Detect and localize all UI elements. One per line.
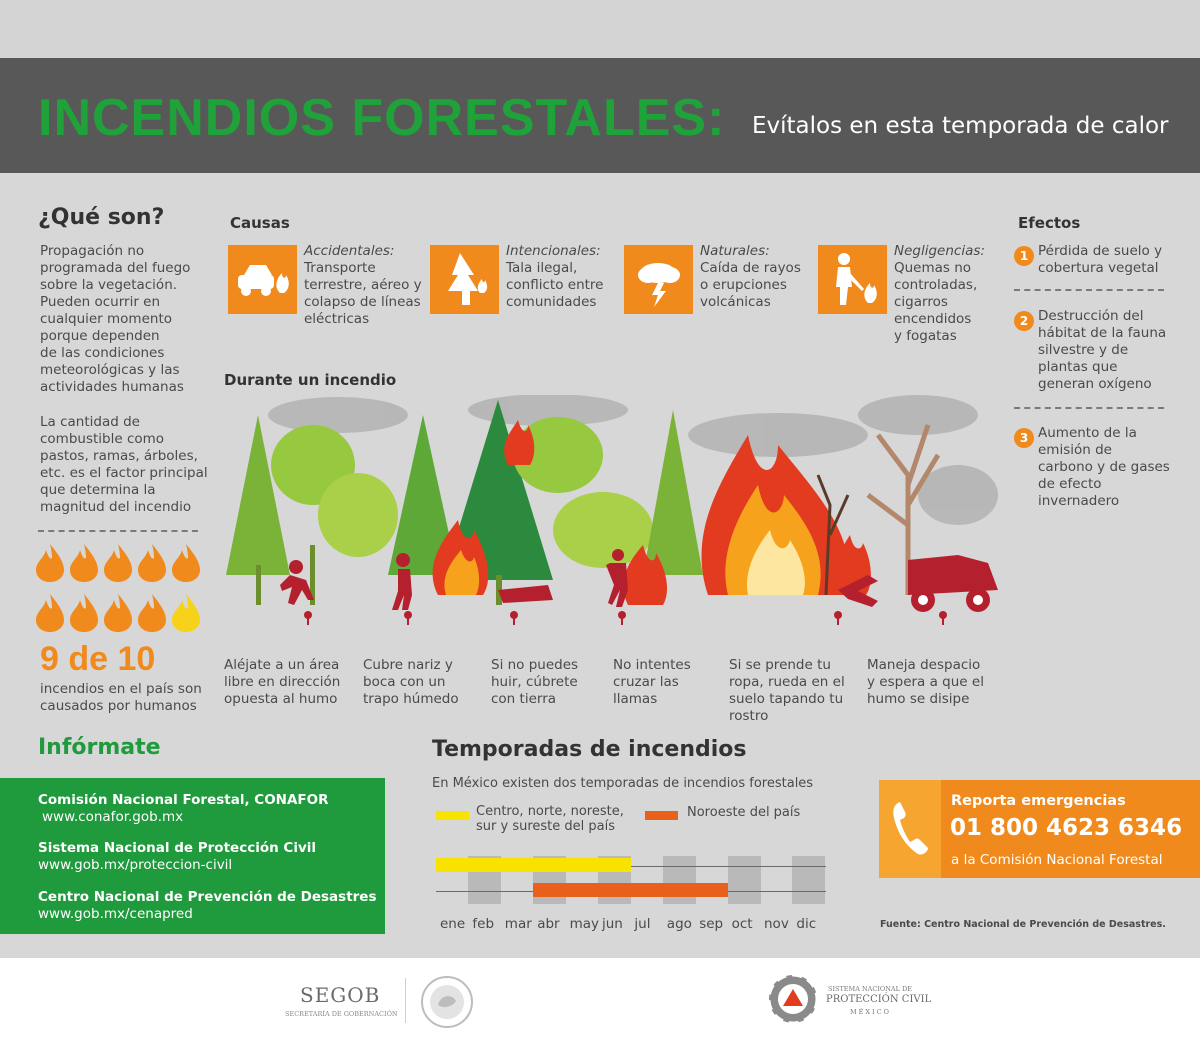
instruction-6: Maneja despacio y espera a que el humo se disipe: [867, 657, 984, 707]
season-bar-centro: [436, 858, 631, 872]
divider: [1014, 289, 1164, 291]
source-note: Fuente: Centro Nacional de Prevención de Desastres.: [880, 919, 1166, 930]
person-fire-icon: [818, 245, 887, 314]
month-label: mar: [504, 916, 532, 932]
stat-caption: incendios en el país son causados por humanos: [40, 681, 202, 714]
flame-grid: [36, 544, 202, 634]
cause-intencionales: Intencionales: Tala ilegal, conflicto entre comunidades: [506, 243, 604, 310]
forest-fire-illustration: [218, 395, 1008, 625]
legend-swatch-noroeste: [645, 811, 678, 820]
temporadas-heading: Temporadas de incendios: [432, 737, 747, 762]
divider: [1014, 407, 1164, 409]
efectos-heading: Efectos: [1018, 214, 1081, 232]
temporadas-intro: En México existen dos temporadas de incendios forestales: [432, 776, 814, 791]
instruction-1: Aléjate a un área libre en dirección opuesta al humo: [224, 657, 341, 707]
que-son-heading: ¿Qué son?: [38, 205, 165, 230]
storm-cloud-icon: [624, 245, 693, 314]
effect-3: Aumento de la emisión de carbono y de gases de efecto invernadero: [1038, 425, 1170, 509]
month-label: oct: [731, 916, 753, 932]
mexico-seal-icon: [420, 975, 474, 1033]
month-label: sep: [699, 916, 724, 932]
segob-subtitle: SECRETARÍA DE GOBERNACIÓN: [285, 1010, 398, 1018]
effect-number-1: 1: [1014, 246, 1034, 266]
car-fire-icon: [228, 245, 297, 314]
cause-naturales: Naturales: Caída de rayos o erupciones volcánicas: [700, 243, 801, 310]
divider: [38, 530, 198, 532]
cause-accidentales: Accidentales: Transporte terrestre, aéreo y colapso de líneas eléctricas: [304, 243, 422, 327]
month-column: [792, 856, 825, 904]
month-column: [728, 856, 761, 904]
informate-heading: Infórmate: [38, 735, 161, 760]
phone-icon: [890, 800, 930, 860]
legend-swatch-centro: [436, 811, 469, 820]
report-phone-number[interactable]: 01 800 4623 6346: [950, 815, 1183, 841]
instruction-4: No intentes cruzar las llamas: [613, 657, 691, 707]
effect-1: Pérdida de suelo y cobertura vegetal: [1038, 243, 1163, 276]
effect-2: Destrucción del hábitat de la fauna silvestre y de plantas que generan oxígeno: [1038, 308, 1167, 392]
org-conafor: Comisión Nacional Forestal, CONAFOR: [38, 792, 329, 808]
pc-mid-text: PROTECCIÓN CIVIL: [826, 994, 932, 1005]
footer-divider: [405, 978, 406, 1023]
url-conafor[interactable]: www.conafor.gob.mx: [42, 809, 184, 825]
org-cenapred: Centro Nacional de Prevención de Desastres: [38, 889, 377, 905]
segob-logo-text: SEGOB: [300, 983, 381, 1007]
month-label: abr: [537, 916, 560, 932]
instruction-2: Cubre nariz y boca con un trapo húmedo: [363, 657, 459, 707]
effect-number-3: 3: [1014, 428, 1034, 448]
url-proteccion-civil[interactable]: www.gob.mx/proteccion-civil: [38, 857, 233, 873]
causas-heading: Causas: [230, 214, 290, 232]
month-label: jul: [634, 916, 651, 932]
month-label: nov: [764, 916, 789, 932]
season-bar-noroeste: [533, 883, 728, 897]
flames-ratio-icon: [36, 544, 202, 634]
month-label: jun: [602, 916, 623, 932]
page-title: INCENDIOS FORESTALES:: [38, 89, 726, 147]
durante-heading: Durante un incendio: [224, 371, 397, 389]
page-subtitle: Evítalos en esta temporada de calor: [752, 113, 1169, 139]
proteccion-civil-logo-icon: [766, 972, 820, 1030]
month-label: ago: [666, 916, 692, 932]
effect-number-2: 2: [1014, 311, 1034, 331]
url-cenapred[interactable]: www.gob.mx/cenapred: [38, 906, 193, 922]
report-caption: a la Comisión Nacional Forestal: [951, 852, 1163, 868]
report-title: Reporta emergencias: [951, 793, 1126, 809]
legend-label-centro: Centro, norte, noreste, sur y sureste del país: [476, 804, 624, 834]
pc-top-text: SISTEMA NACIONAL DE: [828, 985, 912, 993]
stat-nine-of-ten: 9 de 10: [40, 640, 156, 678]
org-proteccion-civil: Sistema Nacional de Protección Civil: [38, 840, 316, 856]
footer: [0, 958, 1200, 1039]
que-son-paragraph-1: Propagación no programada del fuego sobre la vegetación. Pueden ocurrir en cualquier momento porque dependen de las condiciones meteorológicas y las actividades humanas: [40, 243, 191, 395]
month-label: may: [569, 916, 600, 932]
month-label: feb: [472, 916, 495, 932]
que-son-paragraph-2: La cantidad de combustible como pastos, ramas, árboles, etc. es el factor principal que determina la magnitud del incendio: [40, 414, 208, 515]
month-label: ene: [440, 916, 466, 932]
instruction-5: Si se prende tu ropa, rueda en el suelo tapando tu rostro: [729, 657, 845, 724]
cause-negligencias: Negligencias: Quemas no controladas, cigarros encendidos y fogatas: [894, 243, 985, 344]
legend-label-noroeste: Noroeste del país: [687, 805, 801, 820]
tree-axe-icon: [430, 245, 499, 314]
top-band: [0, 0, 1200, 58]
instruction-3: Si no puedes huir, cúbrete con tierra: [491, 657, 579, 707]
pc-bot-text: MÉXICO: [850, 1008, 891, 1016]
month-label: dic: [796, 916, 817, 932]
